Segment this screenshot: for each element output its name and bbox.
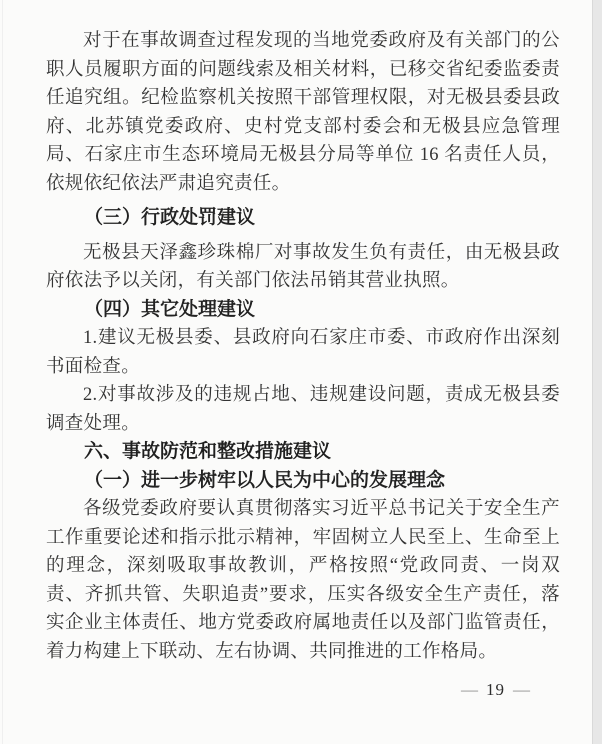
para-implementation-measures: 各级党委政府要认真贯彻落实习近平总书记关于安全生产工作重要论述和指示批示精神，牢固树立人民至上、生命至上的理念，深刻吸取事故教训，严格按照“党政同责、一岗双责、齐抓共管、失职追责”要求，压实各级安全生产责任，落实企业主体责任、地方党委政府属地责任以及部门监管责任，着力构建上下联动、左右协调、共同推进的工作格局。 [46,499,560,662]
para-factory-closure: 无极县天泽鑫珍珠棉厂对事故发生负有责任，由无极县政府依法予以关闭，有关部门依法吊销其营业执照。 [46,242,560,291]
page-number: 19 [486,680,505,699]
page-footer [46,676,560,705]
scan-edge-right [592,0,602,744]
heading-prevention-and-rectification-measures: 六、事故防范和整改措施建议 [84,441,332,462]
para-accountability-transfer: 对于在事故调查过程发现的当地党委政府及有关部门的公职人员履职方面的问题线索及相关材料，已移交省纪委监委责任追究组。纪检监察机关按照干部管理权限，对无极县委县政府、北苏镇党委政府、史村党支部村委会和无极县应急管理局、石家庄市生态环境局无极县分局等单位 16 名责任人员，依规依纪依法严肃追究责任。 [46,31,560,194]
para-suggestion-2-land-violation: 2.对事故涉及的违规占地、违规建设问题，责成无极县委调查处理。 [46,385,560,434]
heading-other-handling-suggestion: （四）其它处理建议 [84,298,256,320]
para-suggestion-1-written-review: 1.建议无极县委、县政府向石家庄市委、市政府作出深刻书面检查。 [46,328,560,377]
heading-people-centered-development-concept: （一）进一步树牢以人民为中心的发展理念 [84,469,446,491]
scan-edge-left [2,0,3,744]
document-body [46,27,560,705]
footer-dash-right: — [513,680,530,699]
footer-dash-left: — [461,680,478,699]
heading-administrative-penalty-suggestion: （三）行政处罚建议 [84,207,256,228]
